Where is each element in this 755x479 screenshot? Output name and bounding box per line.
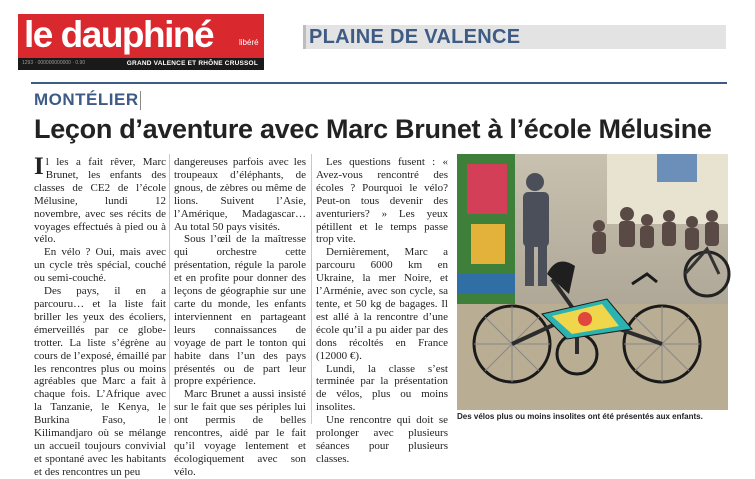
article-column-2: [174, 156, 306, 479]
article-paragraph: Lundi, la classe s’est terminée par la présentation de vélos, plus ou moins insolites.: [316, 362, 448, 414]
section-title: PLAINE DE VALENCE: [309, 26, 521, 48]
column-divider: [311, 154, 312, 424]
masthead-meta: 1293 · 000000000000 · 0.90: [22, 60, 86, 66]
article-paragraph: Marc Brunet a aussi insisté sur le fait que ses périples lui ont permis de belles rencontres, aidé par le fait qu’il voyage lentement et écologiquement avec son vélo.: [174, 388, 306, 478]
article-paragraph: dangereuses parfois avec les troupeaux d’éléphants, de gnous, de zèbres ou même de lions. Suivent l’Asie, l’Amérique, Madagascar… Au total 50 pays visités.: [174, 156, 306, 233]
logo-subtitle: libéré: [239, 38, 259, 47]
photo-caption: Des vélos plus ou moins insolites ont été présentés aux enfants.: [457, 412, 703, 421]
article-headline: Leçon d’aventure avec Marc Brunet à l’école Mélusine: [34, 114, 712, 144]
article-column-1: [34, 153, 166, 479]
article-paragraph: Les questions fusent : « Avez-vous rencontré des écoles ? Pourquoi le vélo? Peut-on tous devenir des aventuriers? » Les yeux pétillent et le temps passe trop vite.: [316, 156, 448, 246]
article-paragraph: Il les a fait rêver, Marc Brunet, les enfants des classes de CE2 de l’école Mélusine, lundi 12 novembre, avec ses récits de voyages effectués à pied ou à vélo.: [34, 153, 166, 246]
section-header: [303, 25, 726, 49]
town-separator: [140, 91, 141, 110]
article-paragraph: Une rencontre qui doit se prolonger avec plusieurs séances pour plusieurs classes.: [316, 414, 448, 465]
edition-label: GRAND VALENCE ET RHÔNE CRUSSOL: [126, 60, 258, 67]
bicycles-photo: [457, 154, 728, 410]
article-paragraph: Des pays, il en a parcouru… et la liste fait briller les yeux des écoliers, émerveillés par ce globe-trotter. La liste s’égrène au cours de l’exposé, émaillé par les rencontres plus ou moins agréables que Marc a fait à chaque fois. L’Afrique avec la Tanzanie, le Kenya, le Burkina Faso, le Kilimandjaro où se mélange un accueil toujours convivial et spontané avec les habitants et des rencontres un peu: [34, 285, 166, 478]
newspaper-masthead: [18, 14, 264, 70]
article-paragraph: Sous l’œil de la maîtresse qui orchestre cette présentation, régule la parole et en profite pour donner des leçons de géographie sur une carte du monde, les enfants interviennent en partageant leurs connaissances de voyage de part le tonton qui habite dans l’un des pays présentés ou de part leur propre expérience.: [174, 233, 306, 388]
article-paragraph: En vélo ? Oui, mais avec un cycle très spécial, couché ou semi-couché.: [34, 246, 166, 285]
column-divider: [169, 154, 170, 424]
masthead-strip: [18, 58, 264, 70]
newspaper-logo: le dauphiné: [24, 14, 214, 55]
article-column-3: [316, 156, 448, 466]
article-photo: [457, 154, 728, 410]
header-rule: [31, 82, 727, 84]
article-paragraph: Dernièrement, Marc a parcouru 6000 km en Ukraine, la mer Noire, et l’Arménie, avec son cycle, sa tente, et 50 kg de bagages. Il est allé à la rencontre d’une école qu’il a pu aider par des dons récoltés en France (12000 €).: [316, 246, 448, 362]
town-label: MONTÉLIER: [34, 90, 139, 109]
